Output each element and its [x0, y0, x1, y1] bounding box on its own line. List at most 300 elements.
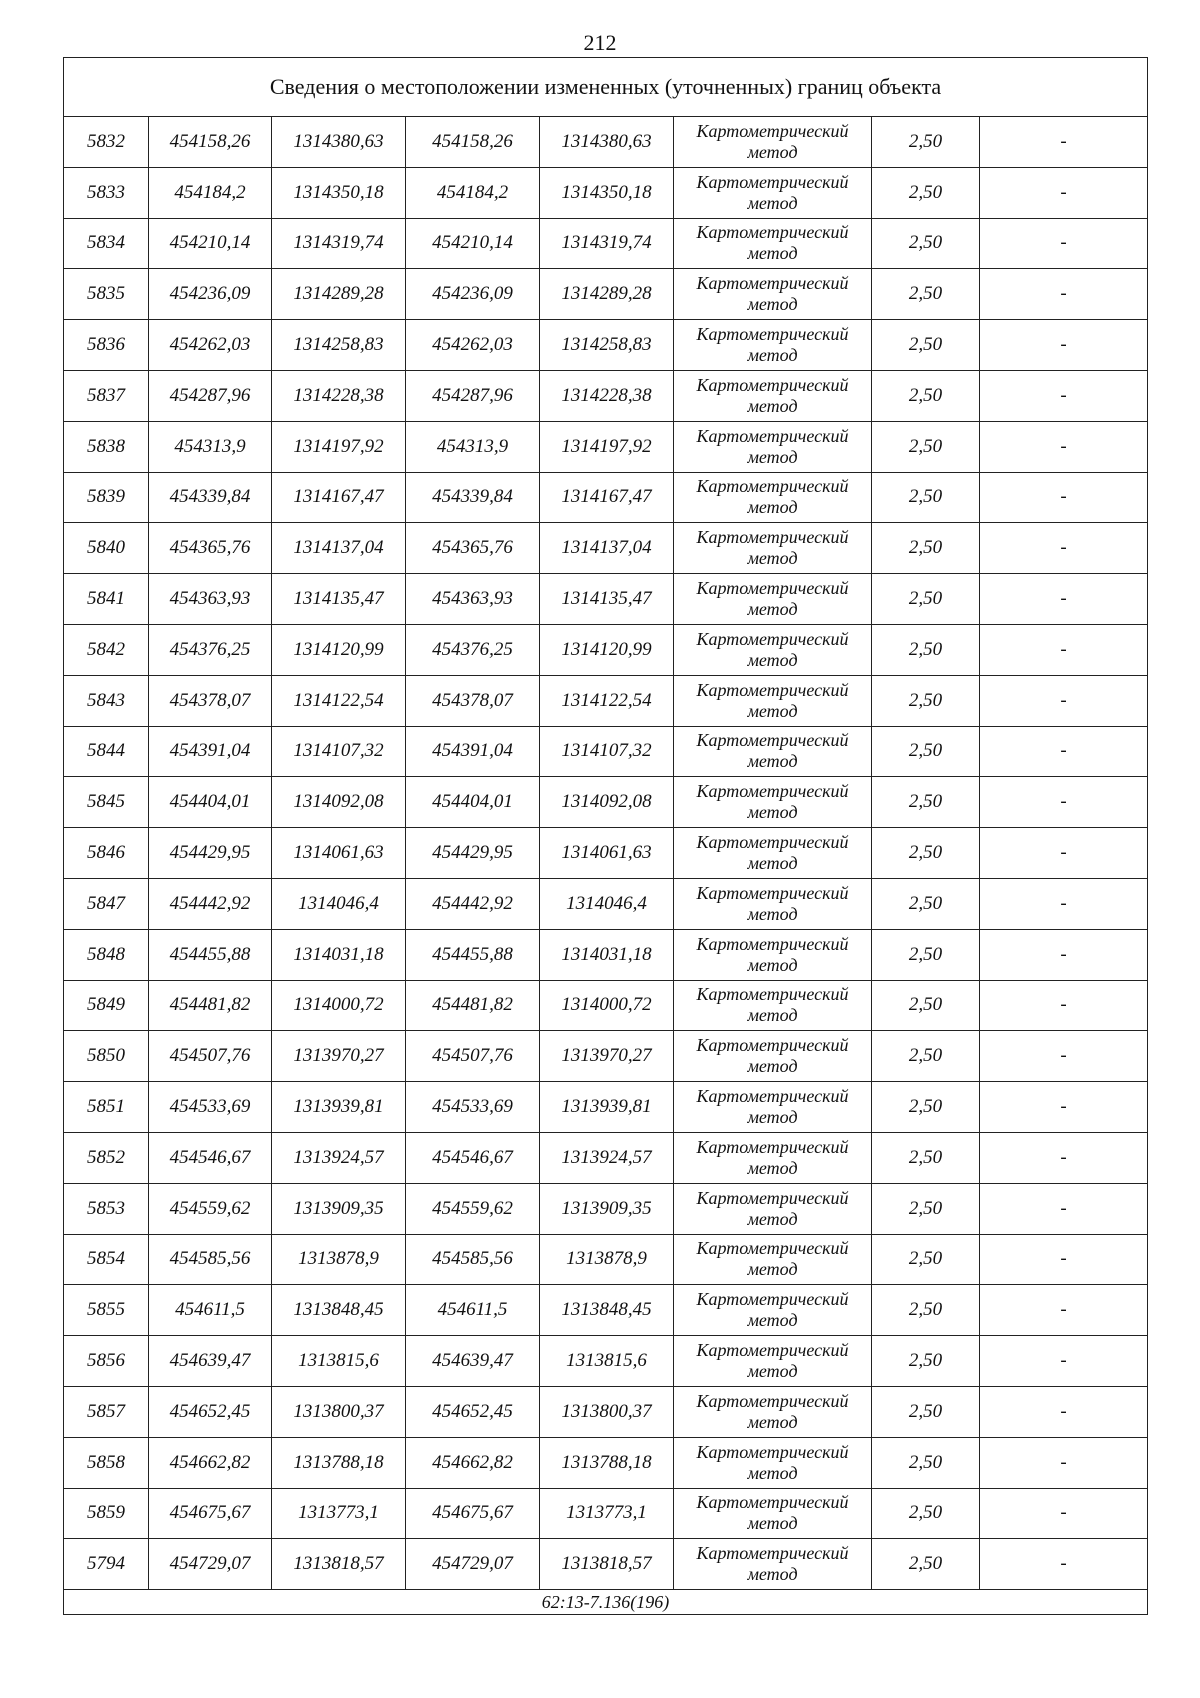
method-line-2: метод — [747, 141, 798, 162]
existing-x-cell: 454365,76 — [149, 523, 272, 574]
table-row — [64, 828, 1148, 879]
method-cell — [674, 421, 872, 472]
refined-x-cell: 454404,01 — [406, 777, 540, 828]
method-line-2: метод — [747, 649, 798, 670]
point-number-cell: 5849 — [64, 980, 149, 1031]
method-cell — [674, 370, 872, 421]
point-number-cell: 5854 — [64, 1234, 149, 1285]
table-row — [64, 320, 1148, 371]
method-line-1: Картометрический — [696, 1238, 849, 1259]
refined-x-cell: 454429,95 — [406, 828, 540, 879]
accuracy-cell: 2,50 — [872, 828, 980, 879]
table-row — [64, 218, 1148, 269]
refined-x-cell: 454533,69 — [406, 1082, 540, 1133]
table-row — [64, 269, 1148, 320]
table-row — [64, 574, 1148, 625]
method-line-1: Картометрический — [696, 578, 849, 599]
method-line-2: метод — [747, 1411, 798, 1432]
note-cell: - — [980, 777, 1148, 828]
existing-x-cell: 454378,07 — [149, 675, 272, 726]
refined-x-cell: 454184,2 — [406, 167, 540, 218]
existing-x-cell: 454611,5 — [149, 1285, 272, 1336]
method-cell — [674, 1183, 872, 1234]
table-row — [64, 624, 1148, 675]
method-line-2: метод — [747, 294, 798, 315]
existing-x-cell: 454559,62 — [149, 1183, 272, 1234]
refined-y-cell: 1314350,18 — [540, 167, 674, 218]
method-cell — [674, 117, 872, 168]
method-line-2: метод — [747, 954, 798, 975]
refined-y-cell: 1314137,04 — [540, 523, 674, 574]
existing-x-cell: 454236,09 — [149, 269, 272, 320]
refined-x-cell: 454158,26 — [406, 117, 540, 168]
point-number-cell: 5837 — [64, 370, 149, 421]
table-row — [64, 929, 1148, 980]
existing-y-cell: 1313773,1 — [272, 1488, 406, 1539]
accuracy-cell: 2,50 — [872, 1285, 980, 1336]
refined-y-cell: 1314092,08 — [540, 777, 674, 828]
note-cell: - — [980, 269, 1148, 320]
point-number-cell: 5834 — [64, 218, 149, 269]
method-cell — [674, 929, 872, 980]
note-cell: - — [980, 878, 1148, 929]
refined-y-cell: 1314122,54 — [540, 675, 674, 726]
method-line-2: метод — [747, 1361, 798, 1382]
table-row — [64, 1285, 1148, 1336]
table-row — [64, 1031, 1148, 1082]
accuracy-cell: 2,50 — [872, 1234, 980, 1285]
method-cell — [674, 624, 872, 675]
note-cell: - — [980, 472, 1148, 523]
refined-y-cell: 1314197,92 — [540, 421, 674, 472]
method-line-2: метод — [747, 548, 798, 569]
method-cell — [674, 1234, 872, 1285]
refined-x-cell: 454662,82 — [406, 1437, 540, 1488]
method-line-1: Картометрический — [696, 1035, 849, 1056]
refined-x-cell: 454365,76 — [406, 523, 540, 574]
refined-x-cell: 454639,47 — [406, 1336, 540, 1387]
refined-x-cell: 454339,84 — [406, 472, 540, 523]
existing-x-cell: 454652,45 — [149, 1386, 272, 1437]
accuracy-cell: 2,50 — [872, 1437, 980, 1488]
method-cell — [674, 1285, 872, 1336]
existing-x-cell: 454313,9 — [149, 421, 272, 472]
point-number-cell: 5856 — [64, 1336, 149, 1387]
method-cell — [674, 472, 872, 523]
method-line-2: метод — [747, 599, 798, 620]
table-row — [64, 523, 1148, 574]
method-line-2: метод — [747, 1513, 798, 1534]
refined-x-cell: 454236,09 — [406, 269, 540, 320]
table-row — [64, 726, 1148, 777]
accuracy-cell: 2,50 — [872, 523, 980, 574]
accuracy-cell: 2,50 — [872, 1183, 980, 1234]
table-row — [64, 167, 1148, 218]
existing-y-cell: 1314046,4 — [272, 878, 406, 929]
refined-y-cell: 1314031,18 — [540, 929, 674, 980]
existing-x-cell: 454339,84 — [149, 472, 272, 523]
existing-y-cell: 1313878,9 — [272, 1234, 406, 1285]
method-line-2: метод — [747, 802, 798, 823]
table-row — [64, 472, 1148, 523]
point-number-cell: 5859 — [64, 1488, 149, 1539]
refined-x-cell: 454262,03 — [406, 320, 540, 371]
existing-x-cell: 454210,14 — [149, 218, 272, 269]
note-cell: - — [980, 1183, 1148, 1234]
method-cell — [674, 574, 872, 625]
existing-y-cell: 1314258,83 — [272, 320, 406, 371]
accuracy-cell: 2,50 — [872, 269, 980, 320]
point-number-cell: 5857 — [64, 1386, 149, 1437]
point-number-cell: 5853 — [64, 1183, 149, 1234]
method-line-1: Картометрический — [696, 1441, 849, 1462]
existing-y-cell: 1314092,08 — [272, 777, 406, 828]
note-cell: - — [980, 1234, 1148, 1285]
existing-y-cell: 1314107,32 — [272, 726, 406, 777]
existing-y-cell: 1314167,47 — [272, 472, 406, 523]
table-row — [64, 1488, 1148, 1539]
existing-y-cell: 1314380,63 — [272, 117, 406, 168]
method-cell — [674, 726, 872, 777]
note-cell: - — [980, 726, 1148, 777]
method-line-2: метод — [747, 1005, 798, 1026]
method-line-2: метод — [747, 497, 798, 518]
method-line-1: Картометрический — [696, 374, 849, 395]
boundary-coordinates-table — [63, 57, 1148, 1615]
existing-y-cell: 1314120,99 — [272, 624, 406, 675]
point-number-cell: 5794 — [64, 1539, 149, 1590]
method-line-1: Картометрический — [696, 1340, 849, 1361]
refined-y-cell: 1314258,83 — [540, 320, 674, 371]
method-line-1: Картометрический — [696, 1289, 849, 1310]
table-row — [64, 1234, 1148, 1285]
accuracy-cell: 2,50 — [872, 878, 980, 929]
table-row — [64, 421, 1148, 472]
refined-y-cell: 1314380,63 — [540, 117, 674, 168]
existing-y-cell: 1313788,18 — [272, 1437, 406, 1488]
accuracy-cell: 2,50 — [872, 218, 980, 269]
method-line-1: Картометрический — [696, 730, 849, 751]
method-cell — [674, 523, 872, 574]
method-line-1: Картометрический — [696, 527, 849, 548]
note-cell: - — [980, 1386, 1148, 1437]
existing-x-cell: 454287,96 — [149, 370, 272, 421]
table-row — [64, 878, 1148, 929]
accuracy-cell: 2,50 — [872, 421, 980, 472]
refined-y-cell: 1314228,38 — [540, 370, 674, 421]
table-row — [64, 1539, 1148, 1590]
note-cell: - — [980, 1437, 1148, 1488]
accuracy-cell: 2,50 — [872, 370, 980, 421]
accuracy-cell: 2,50 — [872, 574, 980, 625]
method-line-2: метод — [747, 751, 798, 772]
refined-y-cell: 1313909,35 — [540, 1183, 674, 1234]
table-row — [64, 1336, 1148, 1387]
method-line-1: Картометрический — [696, 984, 849, 1005]
accuracy-cell: 2,50 — [872, 1386, 980, 1437]
method-line-1: Картометрический — [696, 425, 849, 446]
note-cell: - — [980, 320, 1148, 371]
point-number-cell: 5832 — [64, 117, 149, 168]
existing-x-cell: 454376,25 — [149, 624, 272, 675]
method-line-2: метод — [747, 1259, 798, 1280]
point-number-cell: 5847 — [64, 878, 149, 929]
existing-x-cell: 454404,01 — [149, 777, 272, 828]
existing-x-cell: 454639,47 — [149, 1336, 272, 1387]
existing-y-cell: 1314061,63 — [272, 828, 406, 879]
table-row — [64, 675, 1148, 726]
method-line-2: метод — [747, 1157, 798, 1178]
existing-x-cell: 454729,07 — [149, 1539, 272, 1590]
method-line-2: метод — [747, 1310, 798, 1331]
existing-y-cell: 1313818,57 — [272, 1539, 406, 1590]
existing-x-cell: 454546,67 — [149, 1132, 272, 1183]
method-line-1: Картометрический — [696, 628, 849, 649]
existing-x-cell: 454455,88 — [149, 929, 272, 980]
method-line-2: метод — [747, 1208, 798, 1229]
accuracy-cell: 2,50 — [872, 1488, 980, 1539]
existing-y-cell: 1313909,35 — [272, 1183, 406, 1234]
table-row — [64, 1437, 1148, 1488]
accuracy-cell: 2,50 — [872, 1132, 980, 1183]
refined-y-cell: 1313818,57 — [540, 1539, 674, 1590]
existing-y-cell: 1314319,74 — [272, 218, 406, 269]
point-number-cell: 5848 — [64, 929, 149, 980]
existing-y-cell: 1314000,72 — [272, 980, 406, 1031]
note-cell: - — [980, 1132, 1148, 1183]
refined-y-cell: 1313970,27 — [540, 1031, 674, 1082]
method-cell — [674, 320, 872, 371]
method-line-1: Картометрический — [696, 273, 849, 294]
method-line-1: Картометрический — [696, 1136, 849, 1157]
accuracy-cell: 2,50 — [872, 1336, 980, 1387]
refined-x-cell: 454210,14 — [406, 218, 540, 269]
point-number-cell: 5841 — [64, 574, 149, 625]
method-line-1: Картометрический — [696, 679, 849, 700]
note-cell: - — [980, 523, 1148, 574]
existing-y-cell: 1314031,18 — [272, 929, 406, 980]
refined-x-cell: 454675,67 — [406, 1488, 540, 1539]
existing-y-cell: 1313924,57 — [272, 1132, 406, 1183]
existing-x-cell: 454442,92 — [149, 878, 272, 929]
method-line-1: Картометрический — [696, 1543, 849, 1564]
refined-x-cell: 454507,76 — [406, 1031, 540, 1082]
method-line-2: метод — [747, 853, 798, 874]
existing-x-cell: 454391,04 — [149, 726, 272, 777]
method-line-1: Картометрический — [696, 1492, 849, 1513]
table-row — [64, 1132, 1148, 1183]
point-number-cell: 5858 — [64, 1437, 149, 1488]
table-row — [64, 117, 1148, 168]
refined-x-cell: 454455,88 — [406, 929, 540, 980]
method-line-1: Картометрический — [696, 882, 849, 903]
refined-x-cell: 454546,67 — [406, 1132, 540, 1183]
refined-x-cell: 454287,96 — [406, 370, 540, 421]
existing-x-cell: 454585,56 — [149, 1234, 272, 1285]
note-cell: - — [980, 370, 1148, 421]
method-line-2: метод — [747, 395, 798, 416]
existing-y-cell: 1314135,47 — [272, 574, 406, 625]
refined-y-cell: 1314120,99 — [540, 624, 674, 675]
point-number-cell: 5851 — [64, 1082, 149, 1133]
refined-y-cell: 1313788,18 — [540, 1437, 674, 1488]
existing-x-cell: 454507,76 — [149, 1031, 272, 1082]
accuracy-cell: 2,50 — [872, 1031, 980, 1082]
method-line-2: метод — [747, 903, 798, 924]
accuracy-cell: 2,50 — [872, 726, 980, 777]
method-line-2: метод — [747, 1564, 798, 1585]
method-line-2: метод — [747, 1107, 798, 1128]
table-row — [64, 370, 1148, 421]
refined-x-cell: 454611,5 — [406, 1285, 540, 1336]
method-cell — [674, 1437, 872, 1488]
method-cell — [674, 167, 872, 218]
point-number-cell: 5833 — [64, 167, 149, 218]
point-number-cell: 5846 — [64, 828, 149, 879]
accuracy-cell: 2,50 — [872, 624, 980, 675]
refined-y-cell: 1313848,45 — [540, 1285, 674, 1336]
refined-x-cell: 454378,07 — [406, 675, 540, 726]
method-line-1: Картометрический — [696, 222, 849, 243]
existing-x-cell: 454363,93 — [149, 574, 272, 625]
method-line-1: Картометрический — [696, 933, 849, 954]
point-number-cell: 5855 — [64, 1285, 149, 1336]
accuracy-cell: 2,50 — [872, 1082, 980, 1133]
method-line-1: Картометрический — [696, 1187, 849, 1208]
note-cell: - — [980, 167, 1148, 218]
refined-x-cell: 454363,93 — [406, 574, 540, 625]
existing-y-cell: 1313848,45 — [272, 1285, 406, 1336]
method-cell — [674, 777, 872, 828]
existing-x-cell: 454184,2 — [149, 167, 272, 218]
method-cell — [674, 1082, 872, 1133]
method-line-1: Картометрический — [696, 1086, 849, 1107]
note-cell: - — [980, 1488, 1148, 1539]
note-cell: - — [980, 1336, 1148, 1387]
accuracy-cell: 2,50 — [872, 675, 980, 726]
method-line-2: метод — [747, 192, 798, 213]
method-line-2: метод — [747, 345, 798, 366]
point-number-cell: 5844 — [64, 726, 149, 777]
accuracy-cell: 2,50 — [872, 472, 980, 523]
note-cell: - — [980, 675, 1148, 726]
method-cell — [674, 1031, 872, 1082]
method-line-1: Картометрический — [696, 1390, 849, 1411]
refined-x-cell: 454559,62 — [406, 1183, 540, 1234]
note-cell: - — [980, 624, 1148, 675]
point-number-cell: 5838 — [64, 421, 149, 472]
method-cell — [674, 1488, 872, 1539]
point-number-cell: 5852 — [64, 1132, 149, 1183]
refined-x-cell: 454391,04 — [406, 726, 540, 777]
method-line-2: метод — [747, 1462, 798, 1483]
refined-y-cell: 1314135,47 — [540, 574, 674, 625]
existing-y-cell: 1313970,27 — [272, 1031, 406, 1082]
note-cell: - — [980, 1285, 1148, 1336]
method-cell — [674, 980, 872, 1031]
refined-x-cell: 454729,07 — [406, 1539, 540, 1590]
existing-x-cell: 454262,03 — [149, 320, 272, 371]
existing-y-cell: 1314137,04 — [272, 523, 406, 574]
existing-x-cell: 454481,82 — [149, 980, 272, 1031]
refined-x-cell: 454313,9 — [406, 421, 540, 472]
method-cell — [674, 1132, 872, 1183]
method-cell — [674, 1539, 872, 1590]
refined-y-cell: 1314000,72 — [540, 980, 674, 1031]
method-line-2: метод — [747, 243, 798, 264]
point-number-cell: 5839 — [64, 472, 149, 523]
table-row — [64, 980, 1148, 1031]
refined-y-cell: 1314289,28 — [540, 269, 674, 320]
refined-y-cell: 1313924,57 — [540, 1132, 674, 1183]
point-number-cell: 5836 — [64, 320, 149, 371]
existing-y-cell: 1314122,54 — [272, 675, 406, 726]
existing-y-cell: 1314350,18 — [272, 167, 406, 218]
method-line-1: Картометрический — [696, 832, 849, 853]
refined-x-cell: 454442,92 — [406, 878, 540, 929]
existing-y-cell: 1313939,81 — [272, 1082, 406, 1133]
method-cell — [674, 675, 872, 726]
accuracy-cell: 2,50 — [872, 929, 980, 980]
point-number-cell: 5840 — [64, 523, 149, 574]
method-cell — [674, 1386, 872, 1437]
note-cell: - — [980, 574, 1148, 625]
accuracy-cell: 2,50 — [872, 117, 980, 168]
refined-y-cell: 1314167,47 — [540, 472, 674, 523]
accuracy-cell: 2,50 — [872, 320, 980, 371]
refined-y-cell: 1313878,9 — [540, 1234, 674, 1285]
method-line-1: Картометрический — [696, 781, 849, 802]
method-cell — [674, 269, 872, 320]
method-line-2: метод — [747, 446, 798, 467]
accuracy-cell: 2,50 — [872, 777, 980, 828]
existing-x-cell: 454675,67 — [149, 1488, 272, 1539]
method-line-1: Картометрический — [696, 120, 849, 141]
point-number-cell: 5850 — [64, 1031, 149, 1082]
refined-y-cell: 1314046,4 — [540, 878, 674, 929]
point-number-cell: 5842 — [64, 624, 149, 675]
table-row — [64, 1082, 1148, 1133]
note-cell: - — [980, 218, 1148, 269]
refined-y-cell: 1313800,37 — [540, 1386, 674, 1437]
note-cell: - — [980, 1082, 1148, 1133]
method-cell — [674, 828, 872, 879]
refined-x-cell: 454585,56 — [406, 1234, 540, 1285]
accuracy-cell: 2,50 — [872, 980, 980, 1031]
method-line-1: Картометрический — [696, 171, 849, 192]
existing-y-cell: 1313815,6 — [272, 1336, 406, 1387]
existing-y-cell: 1314197,92 — [272, 421, 406, 472]
refined-x-cell: 454481,82 — [406, 980, 540, 1031]
table-title: Сведения о местоположении измененных (уточненных) границ объекта — [64, 58, 1148, 117]
existing-y-cell: 1314228,38 — [272, 370, 406, 421]
method-line-2: метод — [747, 700, 798, 721]
refined-y-cell: 1314061,63 — [540, 828, 674, 879]
table-row — [64, 1386, 1148, 1437]
existing-y-cell: 1313800,37 — [272, 1386, 406, 1437]
table-footer: 62:13-7.136(196) — [64, 1590, 1148, 1615]
method-line-1: Картометрический — [696, 324, 849, 345]
existing-y-cell: 1314289,28 — [272, 269, 406, 320]
method-cell — [674, 1336, 872, 1387]
point-number-cell: 5835 — [64, 269, 149, 320]
note-cell: - — [980, 828, 1148, 879]
page-number: 212 — [583, 30, 617, 55]
note-cell: - — [980, 117, 1148, 168]
refined-y-cell: 1313939,81 — [540, 1082, 674, 1133]
method-line-2: метод — [747, 1056, 798, 1077]
existing-x-cell: 454662,82 — [149, 1437, 272, 1488]
